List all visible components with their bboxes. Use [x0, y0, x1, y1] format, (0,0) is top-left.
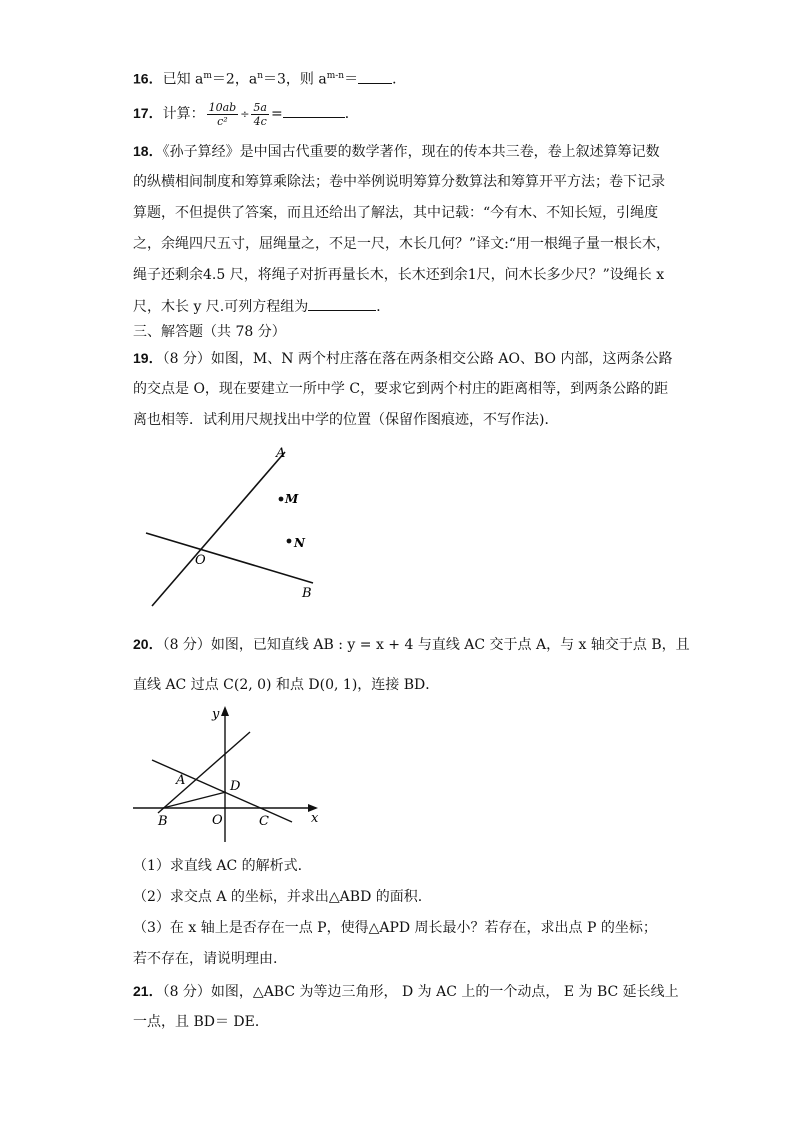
q17-end: ． [344, 106, 359, 122]
label-M: M [285, 492, 299, 506]
y-axis-arrow-icon [221, 706, 229, 716]
q17-op: ÷ [240, 108, 250, 121]
label-N: N [294, 536, 305, 550]
q20-number: 20． [133, 636, 163, 652]
q18-text-6: 尺，木长 y 尺.可列方程组为 [133, 299, 309, 315]
q18-end: ． [376, 299, 391, 315]
section3-title: 三、解答题（共 78 分） [133, 324, 286, 340]
q20-part-2 [133, 887, 422, 907]
q19-text-2: 的交点是 O，现在要建立一所中学 C，要求它到两个村庄的距离相等，到两条公路的距 [133, 381, 669, 397]
q18-text-4: 之，余绳四尺五寸，屈绳量之，不足一尺，木长几何？”译文:“用一根绳子量一根长木， [133, 236, 671, 252]
q21-line-1 [133, 981, 679, 1002]
q20-part-3-cont [133, 949, 277, 969]
q20-part-3-text-2: 若不存在，请说明理由. [133, 951, 278, 967]
q20-part-1-text: （1）求直线 AC 的解析式. [133, 858, 303, 874]
label-O: O [195, 553, 206, 568]
q18-text-1: 《孙子算经》是中国古代重要的数学著作，现在的传本共三卷，卷上叙述算筹记数 [162, 144, 660, 160]
q16-pre: 已知 a [162, 71, 204, 88]
label-O: O [212, 813, 223, 828]
q19-line-1 [133, 348, 672, 369]
road-AO [152, 452, 285, 606]
point-M [279, 497, 284, 502]
q20-line-2 [133, 675, 439, 695]
q20-text-2: 直线 AC 过点 C(2, 0) 和点 D(0, 1)，连接 BD． [133, 677, 440, 693]
q19-number: 19． [133, 350, 163, 366]
q16-exp-n: n [257, 71, 263, 81]
q17-f2-den: 4c [253, 114, 267, 128]
q16-post: ＝ [344, 71, 359, 88]
q20-part-3-text: （3）在 x 轴上是否存在一点 P，使得△APD 周长最小？若存在，求出点 P 的坐标； [133, 920, 657, 936]
q17-f1-den: c² [217, 114, 228, 128]
q21-text-2: 一点，且 BD＝ DE． [133, 1014, 269, 1030]
label-B: B [302, 586, 312, 601]
q17-f2-num: 5a [253, 100, 267, 114]
q18-line-5 [133, 265, 664, 285]
q20-line-1 [133, 634, 690, 655]
q19-figure [0, 440, 794, 620]
section-heading [133, 322, 286, 342]
label-A: A [176, 773, 186, 788]
line-AB [158, 732, 250, 813]
q16-exp-mn: m-n [326, 71, 345, 81]
q17-eq: = [270, 106, 283, 122]
q16-line [133, 66, 406, 90]
q16-mid1: ＝2，a [211, 71, 258, 88]
point-N [287, 539, 292, 544]
q20-text-1: （8 分）如图，已知直线 AB : y = x + 4 与直线 AC 交于点 A，与 x 轴交于点 B，且 [162, 637, 690, 653]
label-B: B [158, 814, 168, 829]
q16-end: ． [392, 71, 407, 88]
q16-answer-blank[interactable] [358, 69, 392, 84]
q18-line-2 [133, 172, 665, 192]
q19-text-1: （8 分）如图，M、N 两个村庄落在落在两条相交公路 AO、BO 内部，这两条公路 [162, 351, 673, 367]
q16-number: 16． [133, 70, 163, 87]
q19-line-2 [133, 379, 668, 399]
label-x: x [311, 811, 319, 826]
q16-exp-m: m [203, 71, 212, 81]
q17-answer-blank[interactable] [283, 103, 345, 118]
label-A: A [276, 446, 286, 461]
label-D: D [230, 779, 241, 794]
q18-line-1 [133, 141, 660, 162]
q18-line-6 [133, 296, 390, 317]
q18-text-3: 算题，不但提供了答案，而且还给出了解法，其中记载：“今有木、不知长短，引绳度 [133, 205, 659, 221]
q17-pre: 计算： [162, 106, 205, 122]
q20-figure [0, 700, 794, 850]
q16-mid2: ＝3，则 a [262, 71, 327, 88]
q20-part-1 [133, 856, 302, 876]
q18-text-5: 绳子还剩余4.5 尺，将绳子对折再量长木，长木还到余1尺，问木长多少尺？”设绳长 x [133, 267, 665, 283]
q21-number: 21． [133, 983, 163, 999]
q20-part-2-text: （2）求交点 A 的坐标，并求出△ABD 的面积. [133, 889, 423, 905]
q18-answer-blank[interactable] [308, 296, 376, 311]
label-C: C [259, 814, 269, 829]
q18-line-3 [133, 203, 658, 223]
q18-text-2: 的纵横相间制度和筹算乘除法；卷中举例说明筹算分数算法和筹算开平方法；卷下记录 [133, 174, 665, 190]
q17-fraction-1 [207, 101, 239, 128]
q17-fraction-2 [251, 101, 269, 128]
q20-part-3 [133, 918, 657, 938]
q21-line-2 [133, 1012, 269, 1032]
q18-number: 18． [133, 143, 163, 159]
q17-line [133, 96, 359, 132]
label-y: y [212, 707, 220, 722]
q17-number: 17． [133, 105, 163, 121]
q21-text-1: （8 分）如图，△ABC 为等边三角形， D 为 AC 上的一个动点， E 为 BC 延长线上 [162, 984, 679, 1000]
q19-line-3 [133, 410, 558, 430]
q19-text-3: 离也相等．试利用尺规找出中学的位置（保留作图痕迹，不写作法)． [133, 412, 559, 428]
q17-f1-num: 10ab [208, 100, 237, 114]
q18-line-4 [133, 234, 670, 254]
